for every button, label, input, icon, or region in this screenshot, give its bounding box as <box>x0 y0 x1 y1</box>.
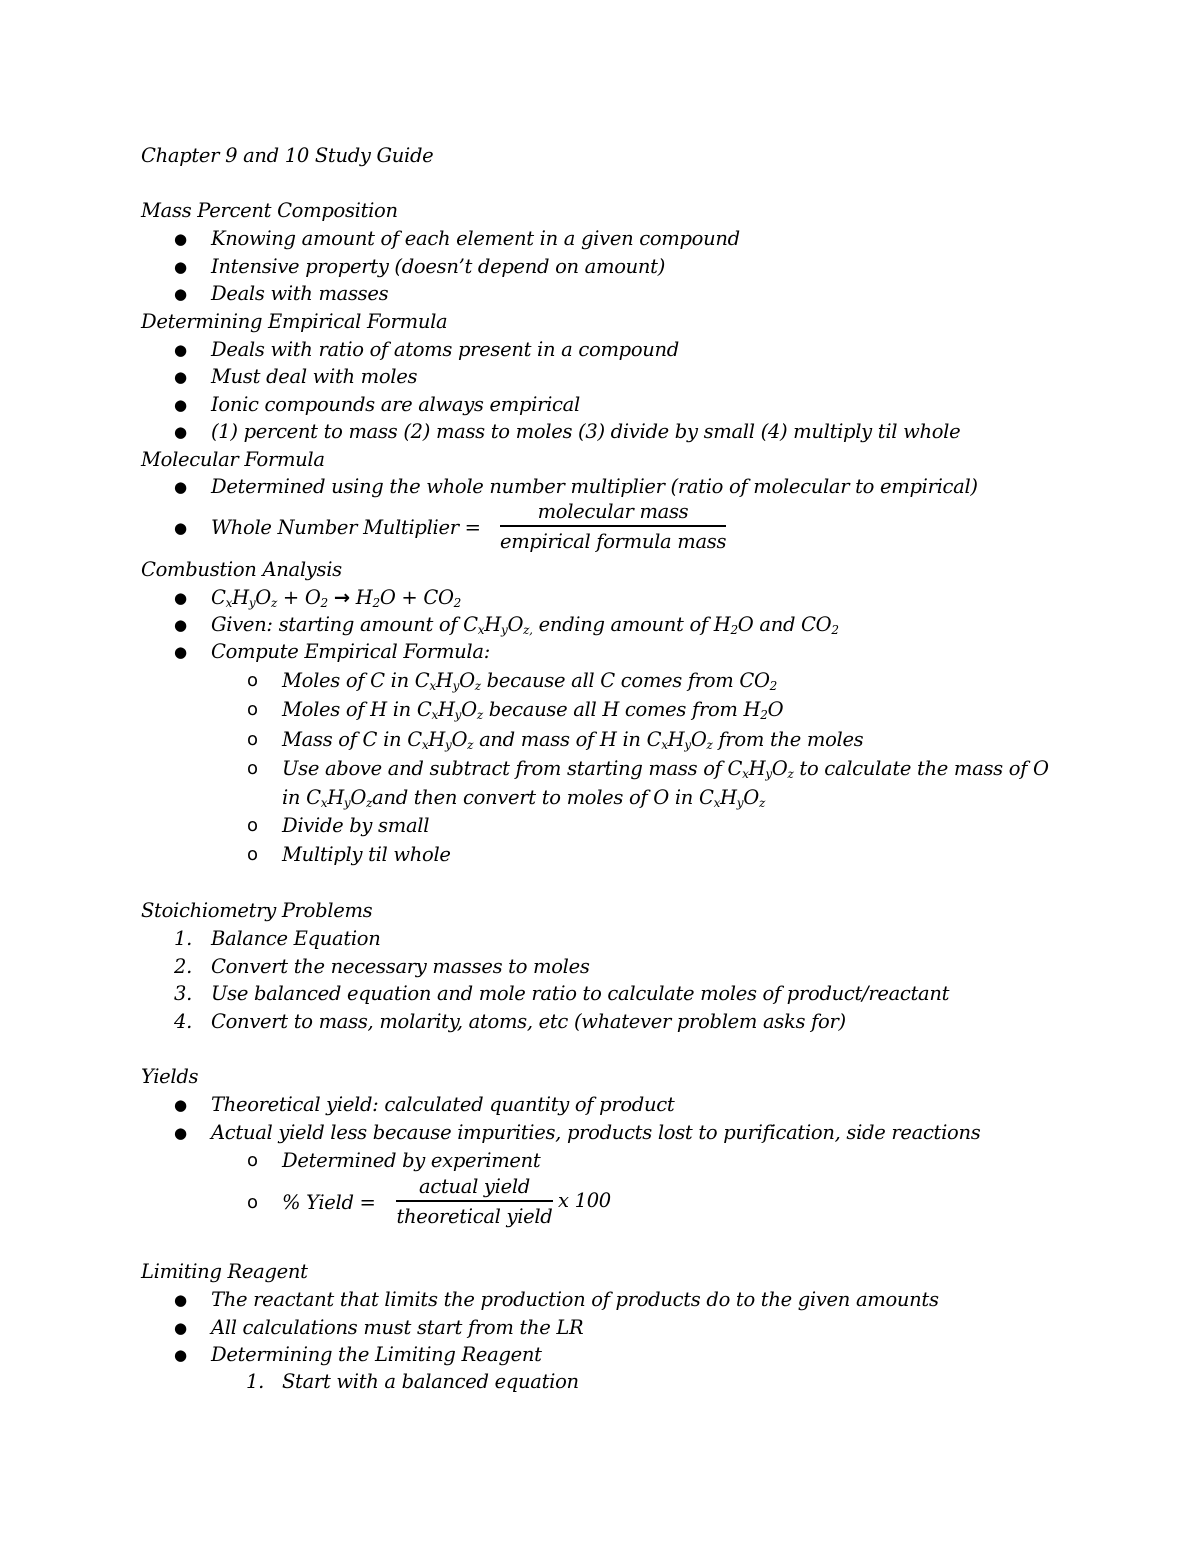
heading-empirical: Determining Empirical Formula <box>141 310 448 333</box>
bullet-icon: ● <box>174 258 187 276</box>
hollow-bullet-icon: o <box>247 729 258 750</box>
list-number: 4. <box>174 1010 193 1033</box>
bullet-icon: ● <box>174 1124 187 1142</box>
heading-combustion: Combustion Analysis <box>141 558 342 581</box>
list-item: Must deal with moles <box>211 365 418 388</box>
list-number: 1. <box>246 1370 265 1393</box>
sub-step: Mass of C in $C_xH_yO_z$ and mass of H in $C_xH_yO_z$ from the moles <box>282 728 864 752</box>
bullet-icon: ● <box>174 1346 187 1364</box>
hollow-bullet-icon: o <box>247 844 258 865</box>
hollow-bullet-icon: o <box>247 815 258 836</box>
fraction-denominator: theoretical yield <box>396 1205 553 1228</box>
hollow-bullet-icon: o <box>247 699 258 720</box>
hollow-bullet-icon: o <box>247 1192 258 1213</box>
list-number: 3. <box>174 982 193 1005</box>
list-item: Deals with masses <box>211 282 389 305</box>
list-item: Determining the Limiting Reagent <box>211 1343 542 1366</box>
list-item: All calculations must start from the LR <box>211 1316 584 1339</box>
fraction-bar <box>396 1200 553 1202</box>
list-item: Convert the necessary masses to moles <box>211 955 590 978</box>
list-item: Determined using the whole number multiplier (ratio of molecular to empirical) <box>211 475 978 498</box>
list-item: Actual yield less because impurities, products lost to purification, side reactions <box>211 1121 981 1144</box>
bullet-icon: ● <box>174 1291 187 1309</box>
heading-stoichiometry: Stoichiometry Problems <box>141 899 373 922</box>
list-item: The reactant that limits the production of products do to the given amounts <box>211 1288 939 1311</box>
heading-yields: Yields <box>141 1065 199 1088</box>
bullet-icon: ● <box>174 396 187 414</box>
bullet-icon: ● <box>174 1319 187 1337</box>
list-item: Knowing amount of each element in a given compound <box>211 227 740 250</box>
sub-step: Use above and subtract from starting mass of $C_xH_yO_z$ to calculate the mass of O <box>282 757 1049 781</box>
bullet-icon: ● <box>174 230 187 248</box>
sub-step-continued: in $C_xH_yO_zand$ then convert to moles of O in $C_xH_yO_z$ <box>282 786 765 810</box>
multiplier-label: Whole Number Multiplier = <box>211 516 481 539</box>
list-item: (1) percent to mass (2) mass to moles (3) divide by small (4) multiply til whole <box>211 420 961 443</box>
times-100: x 100 <box>558 1189 611 1212</box>
fraction-numerator: actual yield <box>419 1175 530 1198</box>
fraction-bar <box>500 525 726 527</box>
list-item: Use balanced equation and mole ratio to calculate moles of product/reactant <box>211 982 950 1005</box>
bullet-icon: ● <box>174 1096 187 1114</box>
hollow-bullet-icon: o <box>247 1150 258 1171</box>
sub-step: Determined by experiment <box>282 1149 541 1172</box>
sub-step: Multiply til whole <box>282 843 451 866</box>
list-item: Balance Equation <box>211 927 381 950</box>
document-title: Chapter 9 and 10 Study Guide <box>141 144 434 167</box>
list-item: Convert to mass, molarity, atoms, etc (whatever problem asks for) <box>211 1010 846 1033</box>
bullet-icon: ● <box>174 478 187 496</box>
hollow-bullet-icon: o <box>247 758 258 779</box>
fraction-denominator: empirical formula mass <box>500 530 727 553</box>
bullet-icon: ● <box>174 643 187 661</box>
combustion-reaction: $C_xH_yO_z + O_2 \to H_2O + CO_2$ <box>211 586 461 610</box>
list-item: Compute Empirical Formula: <box>211 640 490 663</box>
list-number: 1. <box>174 927 193 950</box>
bullet-icon: ● <box>174 616 187 634</box>
bullet-icon: ● <box>174 341 187 359</box>
bullet-icon: ● <box>174 368 187 386</box>
list-item: Intensive property (doesn’t depend on amount) <box>211 255 666 278</box>
bullet-icon: ● <box>174 423 187 441</box>
list-item: Theoretical yield: calculated quantity of product <box>211 1093 675 1116</box>
list-item: Ionic compounds are always empirical <box>211 393 580 416</box>
sub-step: Divide by small <box>282 814 430 837</box>
heading-molecular: Molecular Formula <box>141 448 325 471</box>
bullet-icon: ● <box>174 285 187 303</box>
bullet-icon: ● <box>174 589 187 607</box>
list-number: 2. <box>174 955 193 978</box>
sub-step: Start with a balanced equation <box>282 1370 579 1393</box>
sub-step: Moles of H in $C_xH_yO_z$ because all H comes from $H_2O$ <box>282 698 784 722</box>
fraction-numerator: molecular mass <box>537 500 689 523</box>
bullet-icon: ● <box>174 519 187 537</box>
sub-step: Moles of C in $C_xH_yO_z$ because all C comes from $CO_2$ <box>282 669 777 693</box>
percent-yield-label: % Yield = <box>282 1191 376 1214</box>
arrow-icon: → <box>333 586 350 609</box>
heading-limiting: Limiting Reagent <box>141 1260 308 1283</box>
hollow-bullet-icon: o <box>247 670 258 691</box>
list-item-given: Given: starting amount of $C_xH_yO_{z,}$ ending amount of $H_2O$ and $CO_2$ <box>211 613 839 637</box>
list-item: Deals with ratio of atoms present in a compound <box>211 338 679 361</box>
heading-mass-percent: Mass Percent Composition <box>141 199 398 222</box>
